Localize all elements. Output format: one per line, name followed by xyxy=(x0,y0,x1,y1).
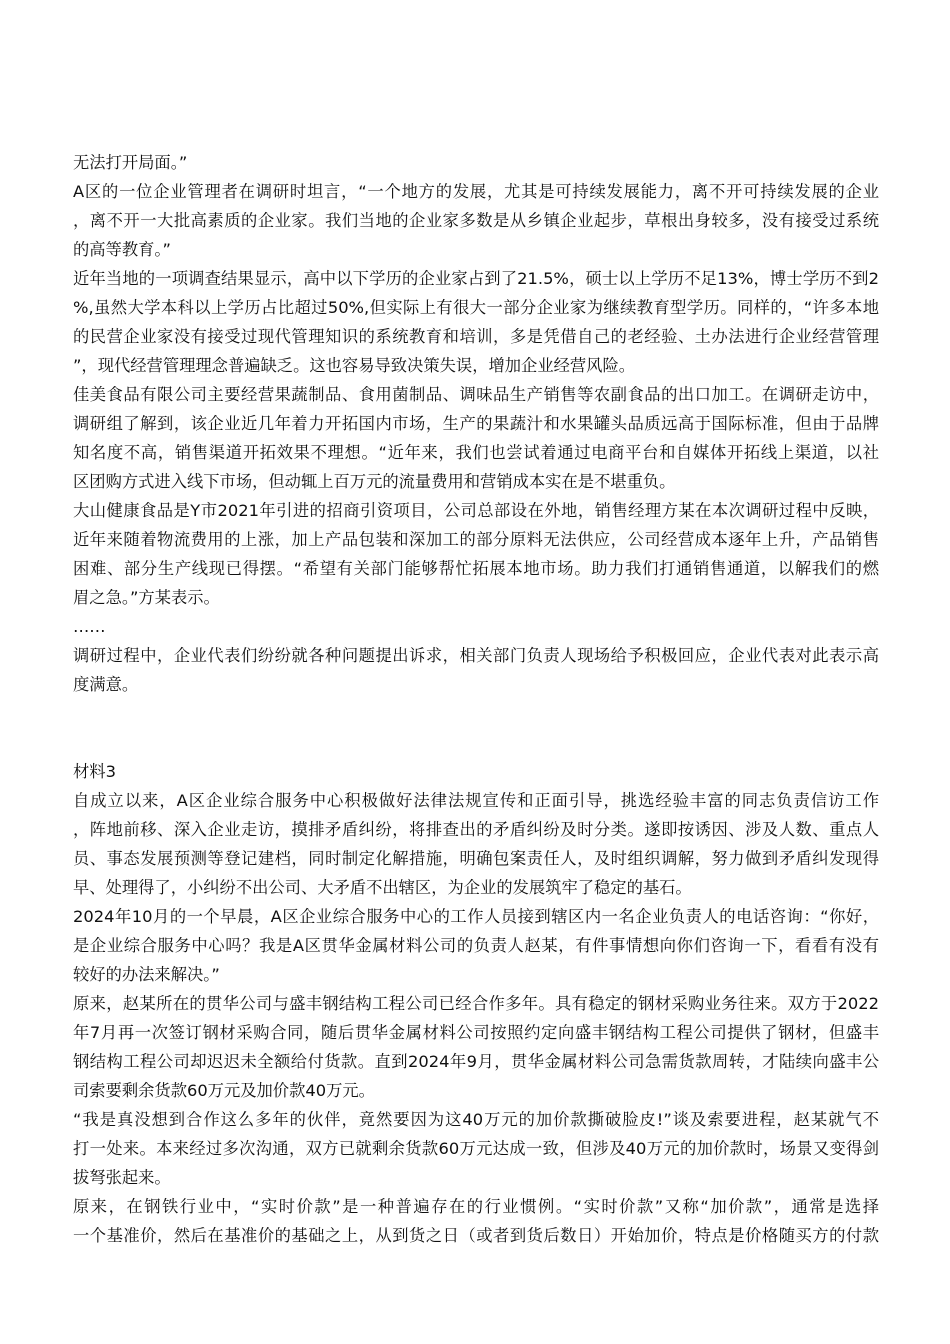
paragraph xyxy=(73,177,879,264)
paragraph xyxy=(73,902,879,989)
paragraph-line: 无法打开局面。” xyxy=(73,153,188,172)
paragraph-line: 区团购方式进入线下市场，但动辄上百万元的流量费用和营销成本实在是不堪重负。 xyxy=(73,472,676,491)
paragraph-line: 的民营企业家没有接受过现代管理知识的系统教育和培训，多是凭借自己的老经验、土办法进行企业经营管理 xyxy=(73,327,879,346)
paragraph-line: 原来，在钢铁行业中，“实时价款”是一种普遍存在的行业惯例。“实时价款”又称“加价款”，通常是选择 xyxy=(73,1197,879,1216)
paragraph-line: 近年来随着物流费用的上涨，加上产品包装和深加工的部分原料无法供应，公司经营成本逐年上升，产品销售 xyxy=(73,530,879,549)
paragraph-line: 眉之急。”方某表示。 xyxy=(73,588,220,607)
paragraph-line: 大山健康食品是Y市2021年引进的招商引资项目，公司总部设在外地，销售经理方某在本次调研过程中反映， xyxy=(73,501,879,520)
paragraph-line: 的高等教育。” xyxy=(73,240,171,259)
paragraph-line: 度满意。 xyxy=(73,675,139,694)
paragraph-line: 2024年10月的一个早晨，A区企业综合服务中心的工作人员接到辖区内一名企业负责人的电话咨询：“你好， xyxy=(73,907,879,926)
paragraph-line: A区的一位企业管理者在调研时坦言，“一个地方的发展，尤其是可持续发展能力，离不开可持续发展的企业 xyxy=(73,182,879,201)
paragraph-line: 早、处理得了，小纠纷不出公司、大矛盾不出辖区，为企业的发展筑牢了稳定的基石。 xyxy=(73,878,692,897)
paragraph-line: 近年当地的一项调查结果显示，高中以下学历的企业家占到了21.5%，硕士以上学历不足13%，博士学历不到2 xyxy=(73,269,879,288)
paragraph-line: 调研组了解到，该企业近几年着力开拓国内市场，生产的果蔬汁和水果罐头品质远高于国际标准，但由于品牌 xyxy=(73,414,879,433)
paragraph-line: 年7月再一次签订钢材采购合同，随后贯华金属材料公司按照约定向盛丰钢结构工程公司提供了钢材，但盛丰 xyxy=(73,1023,879,1042)
paragraph xyxy=(73,264,879,380)
paragraph xyxy=(73,148,879,177)
section-materials-2-continued xyxy=(73,148,879,699)
paragraph xyxy=(73,496,879,612)
paragraph-line: “我是真没想到合作这么多年的伙伴，竟然要因为这40万元的加价款撕破脸皮!”谈及索要进程，赵某就气不 xyxy=(73,1110,879,1129)
paragraph xyxy=(73,380,879,496)
section-heading: 材料3 xyxy=(73,762,116,781)
paragraph-line: %,虽然大学本科以上学历占比超过50%,但实际上有很大一部分企业家为继续教育型学历。同样的，“许多本地 xyxy=(73,298,879,317)
paragraph-line: 司索要剩余货款60万元及加价款40万元。 xyxy=(73,1081,375,1100)
paragraph xyxy=(73,641,879,699)
paragraph xyxy=(73,1105,879,1192)
paragraph xyxy=(73,786,879,902)
paragraph-line: 调研过程中，企业代表们纷纷就各种问题提出诉求，相关部门负责人现场给予积极回应，企业代表对此表示高 xyxy=(73,646,879,665)
section-material-3 xyxy=(73,757,879,1250)
paragraph xyxy=(73,1192,879,1250)
paragraph-line: 自成立以来，A区企业综合服务中心积极做好法律法规宣传和正面引导，挑选经验丰富的同志负责信访工作 xyxy=(73,791,879,810)
paragraph-line: 是企业综合服务中心吗？我是A区贯华金属材料公司的负责人赵某，有件事情想向你们咨询一下，看看有没有 xyxy=(73,936,879,955)
paragraph-line: 钢结构工程公司却迟迟未全额给付货款。直到2024年9月，贯华金属材料公司急需货款周转，才陆续向盛丰公 xyxy=(73,1052,879,1071)
paragraph xyxy=(73,612,879,641)
document-body xyxy=(73,148,879,1250)
paragraph-line: 拔弩张起来。 xyxy=(73,1168,171,1187)
paragraph-line: 知名度不高，销售渠道开拓效果不理想。“近年来，我们也尝试着通过电商平台和自媒体开拓线上渠道，以社 xyxy=(73,443,879,462)
paragraph-line: …… xyxy=(73,617,106,636)
section-gap xyxy=(73,699,879,757)
paragraph-line: 一个基准价，然后在基准价的基础之上，从到货之日（或者到货后数日）开始加价，特点是价格随买方的付款 xyxy=(73,1226,879,1245)
paragraph-line: 员、事态发展预测等登记建档，同时制定化解措施，明确包案责任人，及时组织调解，努力做到矛盾纠发现得 xyxy=(73,849,879,868)
paragraph-line: 打一处来。本来经过多次沟通，双方已就剩余货款60万元达成一致，但涉及40万元的加价款时，场景又变得剑 xyxy=(73,1139,879,1158)
paragraph-line: ，阵地前移、深入企业走访，摸排矛盾纠纷，将排查出的矛盾纠纷及时分类。遂即按诱因、涉及人数、重点人 xyxy=(73,820,879,839)
paragraph-line: 佳美食品有限公司主要经营果蔬制品、食用菌制品、调味品生产销售等农副食品的出口加工。在调研走访中， xyxy=(73,385,879,404)
paragraph-line: 原来，赵某所在的贯华公司与盛丰钢结构工程公司已经合作多年。具有稳定的钢材采购业务往来。双方于2022 xyxy=(73,994,879,1013)
paragraph-line: 困难、部分生产线现已得摆。“希望有关部门能够帮忙拓展本地市场。助力我们打通销售通道，以解我们的燃 xyxy=(73,559,879,578)
paragraph-line: ”，现代经营管理理念普遍缺乏。这也容易导致决策失误，增加企业经营风险。 xyxy=(73,356,636,375)
paragraph xyxy=(73,989,879,1105)
paragraph-line: ，离不开一大批高素质的企业家。我们当地的企业家多数是从乡镇企业起步，草根出身较多，没有接受过系统 xyxy=(73,211,879,230)
paragraph-line: 较好的办法来解决。” xyxy=(73,965,220,984)
